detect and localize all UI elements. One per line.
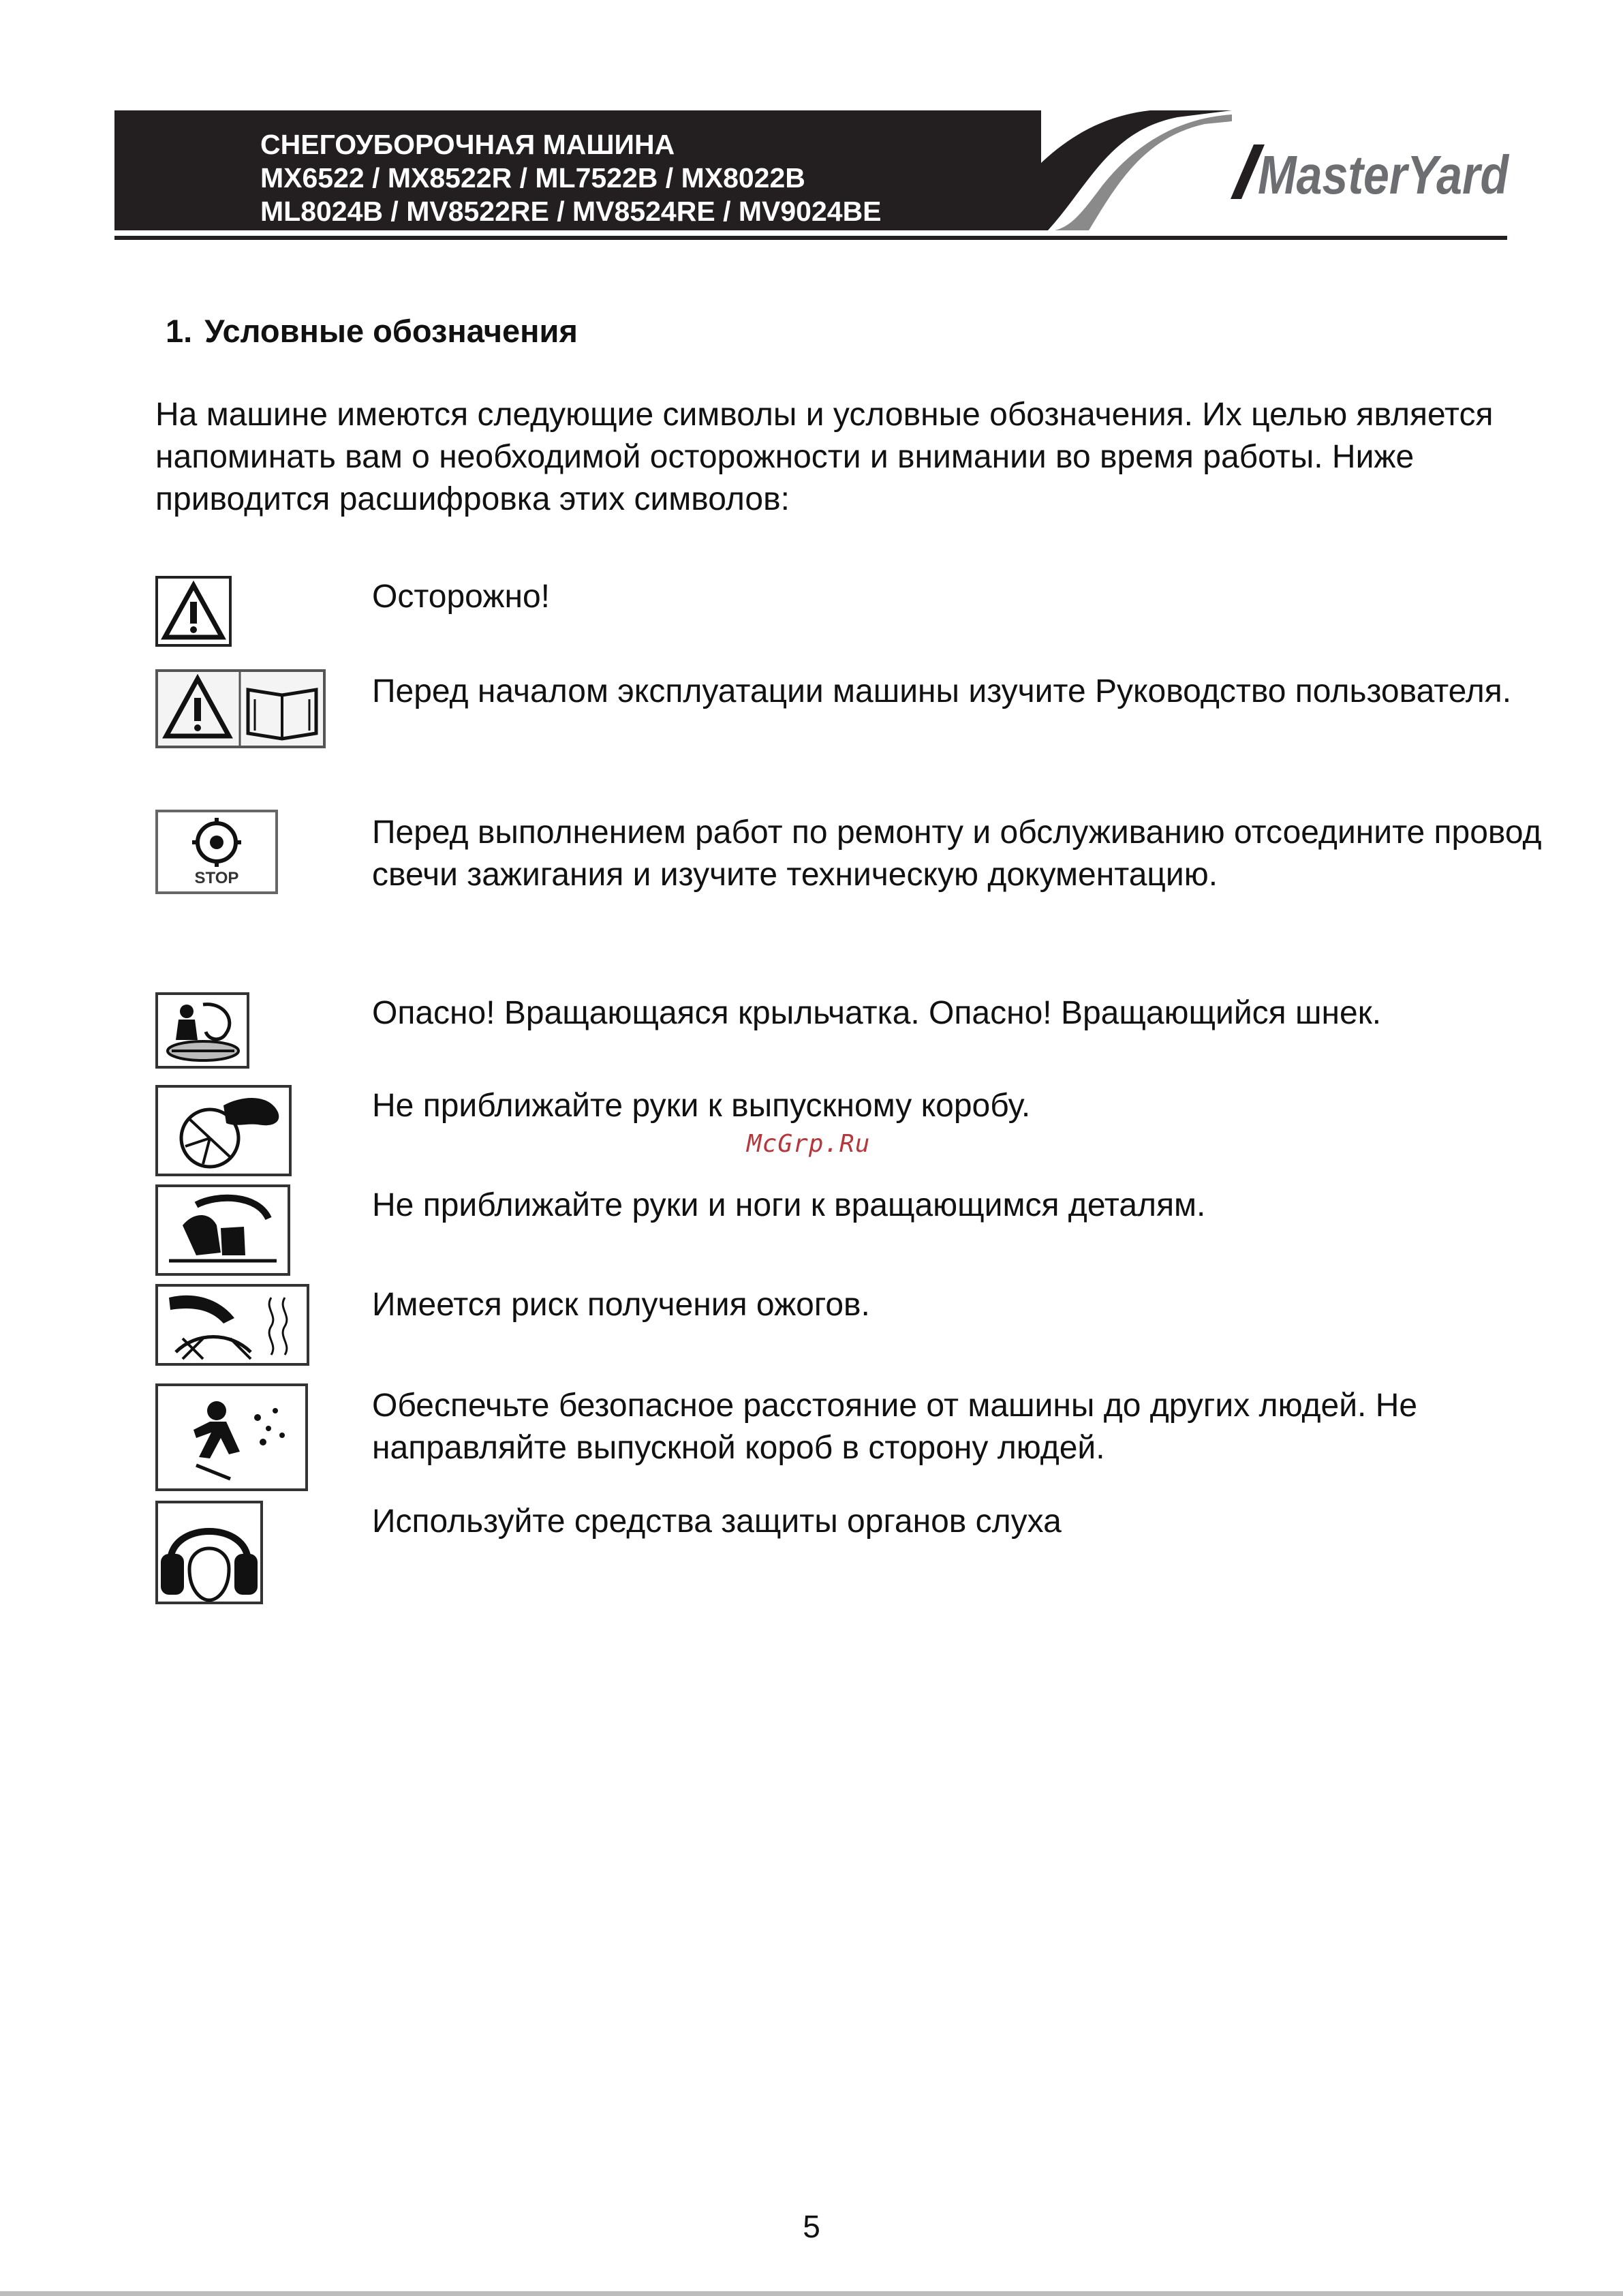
symbol-text: Перед выполнением работ по ремонту и обслуживанию отсоедините провод свечи зажигания и изучите техническую документацию. xyxy=(372,814,1542,893)
thrown-objects-icon xyxy=(155,1383,308,1491)
page-header xyxy=(114,110,1510,241)
header-line-2: MX6522 / MX8522R / ML7522B / MX8022B xyxy=(260,162,805,194)
ear-protection-icon xyxy=(155,1501,263,1604)
read-manual-icon xyxy=(155,669,326,748)
symbol-text: Осторожно! xyxy=(372,579,550,615)
symbol-text: Перед началом эксплуатации машины изучите Руководство пользователя. xyxy=(372,673,1512,709)
symbol-text: Не приближайте руки и ноги к вращающимся деталям. xyxy=(372,1187,1206,1223)
section-number: 1. xyxy=(166,313,193,349)
page-number: 5 xyxy=(803,2209,820,2244)
hand-discharge-chute-icon xyxy=(155,1085,292,1176)
stop-label: STOP xyxy=(194,869,239,887)
warning-triangle-icon xyxy=(155,576,232,647)
rotating-impeller-icon xyxy=(155,992,249,1069)
header-rule xyxy=(114,236,1507,240)
header-line-3: ML8024B / MV8522RE / MV8524RE / MV9024BE xyxy=(260,196,882,227)
header-line-1: СНЕГОУБОРОЧНАЯ МАШИНА xyxy=(260,129,675,160)
symbol-text: Обеспечьте безопасное расстояние от машины до других людей. Не направляйте выпускной короб в сторону людей. xyxy=(372,1388,1418,1466)
section-title xyxy=(166,312,578,350)
watermark: McGrp.Ru xyxy=(747,1130,871,1158)
header-swoosh-graphic xyxy=(946,110,1232,230)
bottom-rule xyxy=(0,2291,1623,2296)
section-title-text: Условные обозначения xyxy=(204,313,578,349)
masteryard-logo xyxy=(1225,138,1511,206)
intro-paragraph: На машине имеются следующие символы и условные обозначения. Их целью является напоминать вам о необходимой осторожности и внимании во время работы. Ниже приводится расшифровка этих символов: xyxy=(155,397,1494,517)
hands-feet-rotating-parts-icon xyxy=(155,1184,290,1276)
hot-surface-burn-icon xyxy=(155,1284,309,1366)
spark-plug-stop-icon xyxy=(155,810,278,894)
symbol-text: Используйте средства защиты органов слуха xyxy=(372,1503,1062,1540)
brand-name: MasterYard xyxy=(1258,144,1510,205)
symbol-text: Имеется риск получения ожогов. xyxy=(372,1287,870,1323)
header-title-block xyxy=(260,128,882,228)
symbol-text: Опасно! Вращающаяся крыльчатка. Опасно! Вращающийся шнек. xyxy=(372,995,1382,1031)
symbol-text: Не приближайте руки к выпускному коробу. xyxy=(372,1088,1031,1124)
